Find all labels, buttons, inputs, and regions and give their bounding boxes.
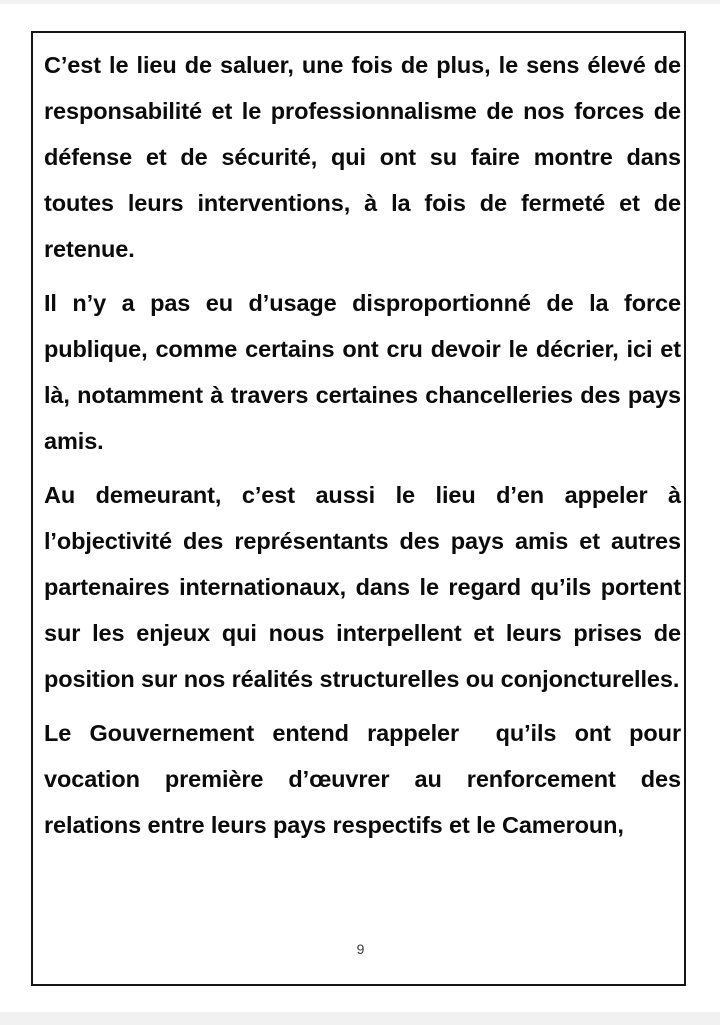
paragraph-2: Il n’y a pas eu d’usage disproportionné de la force publique, comme certains ont cru devoir le décrier, ici et là, notamment à travers certaines chancelleries des pays amis. bbox=[44, 290, 688, 454]
paragraph-4: Le Gouvernement entend rappeler qu’ils ont pour vocation première d’œuvrer au renforcement des relations entre leurs pays respectifs et le Cameroun, bbox=[44, 720, 688, 838]
page-border-frame bbox=[31, 31, 686, 986]
scan-edge-bottom bbox=[0, 1012, 720, 1025]
paragraph-3: Au demeurant, c’est aussi le lieu d’en appeler à l’objectivité des représentants des pays amis et autres partenaires internationaux, dans le regard qu’ils portent sur les enjeux qui nous interpellent et leurs prises de position sur nos réalités structurelles ou conjoncturelles. bbox=[44, 482, 688, 692]
paragraph-1: C’est le lieu de saluer, une fois de plus, le sens élevé de responsabilité et le professionnalisme de nos forces de défense et de sécurité, qui ont su faire montre dans toutes leurs interventions, à la fois de fermeté et de retenue. bbox=[44, 52, 688, 262]
document-text-body bbox=[44, 42, 688, 848]
page-number: 9 bbox=[356, 941, 365, 957]
scan-edge-top bbox=[0, 0, 720, 4]
